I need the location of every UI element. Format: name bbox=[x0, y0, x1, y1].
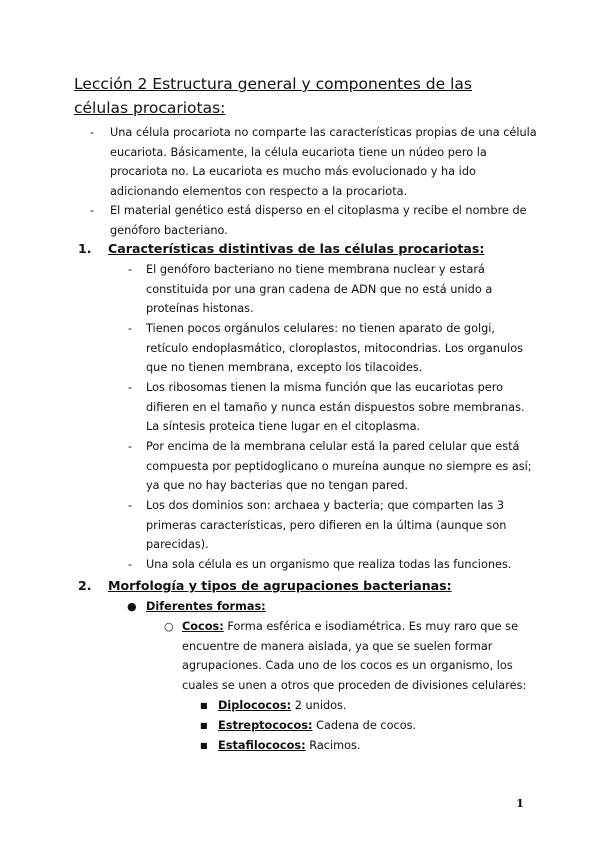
text-line: Forma esférica e isodiamétrica. Es muy raro que se bbox=[223, 620, 519, 633]
estafilococos-desc: Racimos. bbox=[305, 739, 361, 752]
text-line: Una célula procariota no comparte las características propias de una célula bbox=[110, 126, 537, 139]
bullet-marker: - bbox=[90, 204, 95, 217]
text-line: encuentre de manera aislada, ya que se suelen formar bbox=[182, 639, 493, 653]
bullet-marker: - bbox=[128, 440, 133, 453]
section-2-heading: Morfología y tipos de agrupaciones bacterianas: bbox=[108, 578, 452, 593]
estafilococos-term: Estafilococos: bbox=[218, 739, 306, 752]
section-1-bullet-3 bbox=[146, 378, 525, 437]
section-1-heading: Características distintivas de las células procariotas: bbox=[108, 241, 485, 256]
estreptococos-term: Estreptococos: bbox=[218, 719, 313, 732]
type-estreptococos bbox=[218, 716, 416, 736]
section-1-bullet-5 bbox=[146, 496, 506, 555]
diplococos-desc: 2 unidos. bbox=[291, 699, 347, 712]
text-line: Los dos dominios son: archaea y bacteria; que comparten las 3 bbox=[146, 499, 505, 512]
bullet-marker: - bbox=[128, 381, 133, 394]
text-line: cuales se unen a otros que proceden de divisiones celulares: bbox=[182, 678, 527, 692]
text-line: Por encima de la membrana celular está la pared celular que está bbox=[146, 440, 520, 453]
title-line-2: células procariotas: bbox=[74, 99, 226, 117]
text-line: proteínas histonas. bbox=[146, 302, 254, 315]
text-line: genóforo bacteriano. bbox=[110, 223, 228, 237]
bullet-marker: - bbox=[128, 263, 133, 276]
text-line: primeras características, pero difieren en la última (aunque son bbox=[146, 518, 507, 532]
section-1-bullet-4 bbox=[146, 437, 532, 496]
text-line: Los ribosomas tienen la misma función que las eucariotas pero bbox=[146, 381, 504, 394]
section-2-number: 2. bbox=[78, 578, 92, 593]
page-number: 1 bbox=[516, 796, 525, 810]
section-1-bullet-1 bbox=[146, 260, 492, 319]
text-line: que no tienen membrana, excepto los tilacoides. bbox=[146, 361, 423, 374]
text-line: Una sola célula es un organismo que realiza todas las funciones. bbox=[146, 558, 512, 571]
bullet-dot-icon: ● bbox=[127, 600, 137, 613]
page-title bbox=[74, 72, 544, 120]
type-estafilococos bbox=[218, 736, 361, 756]
text-line: agrupaciones. Cada uno de los cocos es un organismo, los bbox=[182, 659, 513, 672]
type-diplococos bbox=[218, 696, 347, 716]
text-line: parecidas). bbox=[146, 538, 209, 551]
text-line: difieren en el tamaño y nunca están dispuestos sobre membranas. bbox=[146, 400, 525, 414]
section-1-bullet-6 bbox=[146, 555, 511, 575]
section-1-bullet-2 bbox=[146, 319, 523, 378]
cocos-paragraph bbox=[182, 617, 526, 695]
intro-bullet-2 bbox=[110, 201, 527, 240]
bullet-marker: - bbox=[128, 499, 133, 512]
subheading-formas: Diferentes formas: bbox=[146, 600, 266, 613]
estreptococos-desc: Cadena de cocos. bbox=[312, 719, 417, 732]
text-line: constituida por una gran cadena de ADN que no está unido a bbox=[146, 282, 493, 296]
text-line: procariota no. La eucariota es mucho más evolucionado y ha ido bbox=[110, 165, 476, 178]
cocos-term: Cocos: bbox=[182, 620, 224, 633]
circle-bullet-icon: ○ bbox=[164, 620, 174, 633]
text-line: El genóforo bacteriano no tiene membrana nuclear y estará bbox=[146, 263, 485, 276]
section-1-number: 1. bbox=[78, 241, 92, 256]
text-line: Tienen pocos orgánulos celulares: no tienen aparato de golgi, bbox=[146, 322, 496, 335]
text-line: adicionando elementos con respecto a la procariota. bbox=[110, 184, 408, 198]
bullet-marker: - bbox=[128, 558, 133, 571]
square-bullet-icon: ■ bbox=[200, 701, 208, 710]
intro-bullet-1 bbox=[110, 123, 537, 201]
text-line: La síntesis proteica tiene lugar en el citoplasma. bbox=[146, 420, 421, 433]
text-line: eucariota. Básicamente, la célula eucariota tiene un núdeo pero la bbox=[110, 145, 487, 159]
diplococos-term: Diplococos: bbox=[218, 699, 292, 712]
text-line: El material genético está disperso en el citoplasma y recibe el nombre de bbox=[110, 204, 527, 217]
text-line: retículo endoplasmático, cloroplastos, mitocondrias. Los organulos bbox=[146, 341, 524, 355]
bullet-marker: - bbox=[128, 322, 133, 335]
text-line: ya que no hay bacterias que no tengan pared. bbox=[146, 479, 409, 492]
bullet-marker: - bbox=[90, 126, 95, 139]
square-bullet-icon: ■ bbox=[200, 721, 208, 730]
title-line-1: Lección 2 Estructura general y componentes de las bbox=[74, 75, 472, 93]
square-bullet-icon: ■ bbox=[200, 741, 208, 750]
text-line: compuesta por peptidoglicano o mureína aunque no siempre es así; bbox=[146, 459, 532, 473]
